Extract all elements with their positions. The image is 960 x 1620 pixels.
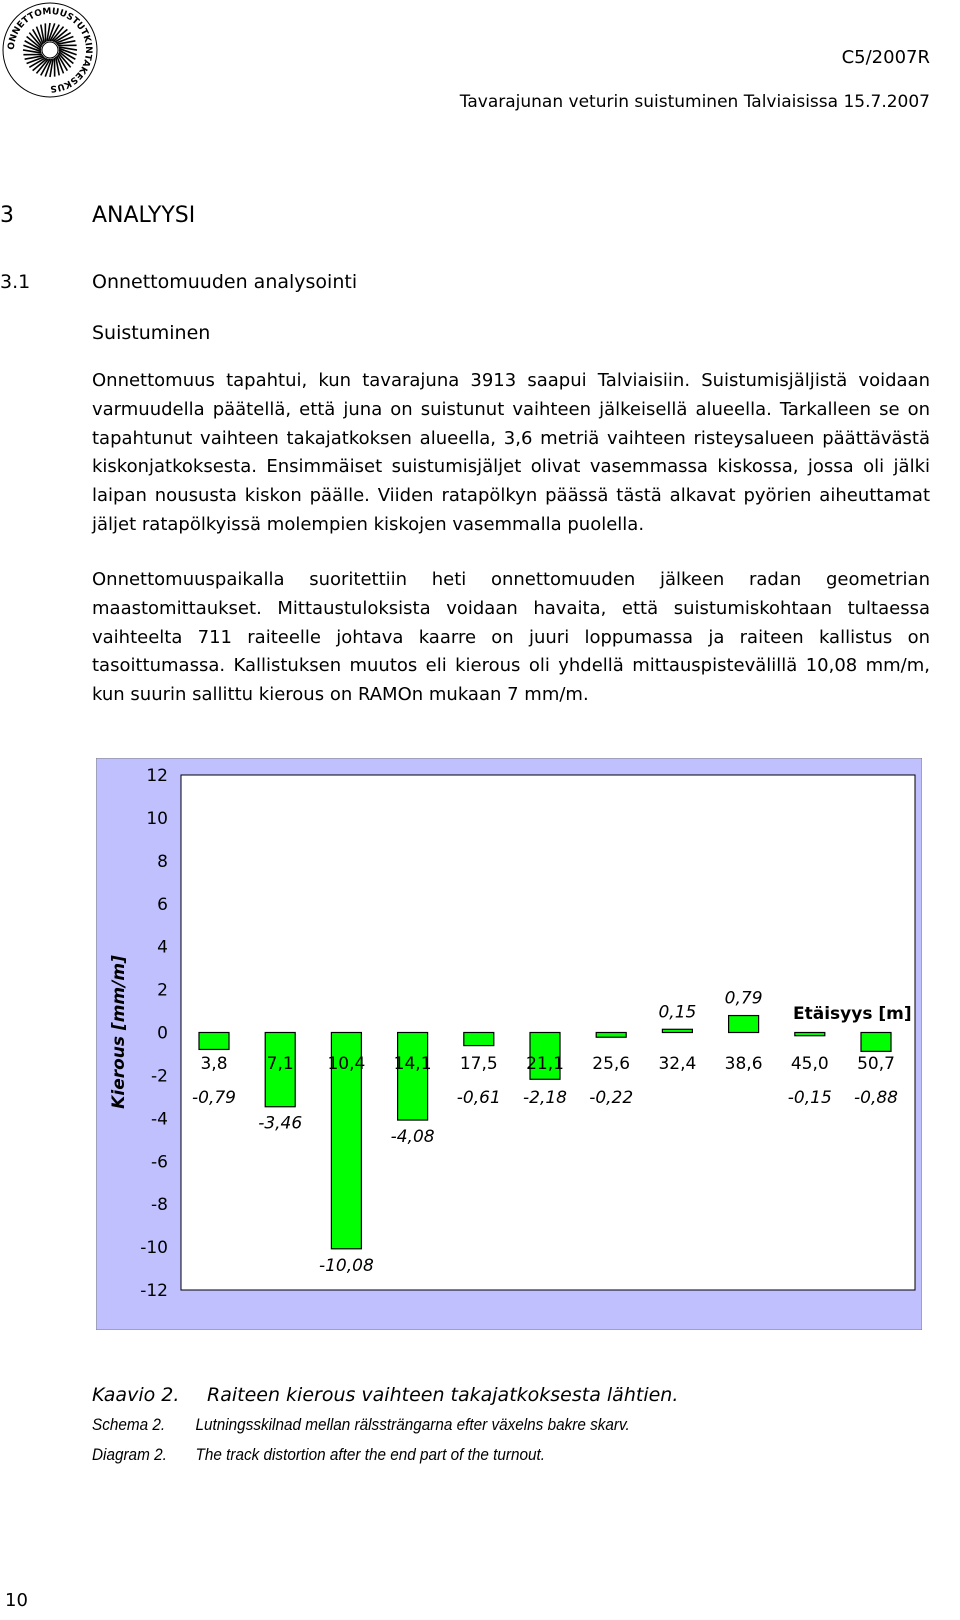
x-category-label: 38,6	[724, 1054, 763, 1074]
subsection-number: 3.1	[0, 271, 31, 293]
section-number: 3	[0, 203, 14, 228]
page-number: 10	[5, 1590, 28, 1611]
data-value-label: -0,15	[787, 1088, 832, 1108]
report-code: C5/2007R	[841, 47, 930, 68]
y-tick-label: 6	[157, 894, 168, 915]
caption-fi	[92, 1384, 892, 1406]
data-value-label: -0,88	[854, 1088, 898, 1108]
y-tick-label: -8	[151, 1195, 168, 1216]
y-tick-label: 2	[157, 980, 168, 1001]
y-tick-label: -12	[140, 1281, 168, 1301]
bar	[398, 1033, 428, 1121]
logo-ring-text: ONNETTOMUUSTUTKINTAKESKUS	[6, 6, 94, 94]
logo-seal	[0, 0, 100, 100]
data-value-label: -3,46	[258, 1113, 303, 1134]
data-value-label: -10,08	[318, 1255, 374, 1276]
bar	[464, 1033, 494, 1046]
y-tick-label: 10	[146, 808, 168, 829]
x-category-label: 10,4	[327, 1054, 366, 1074]
chart-svg	[96, 758, 922, 1330]
x-category-label: 17,5	[459, 1054, 498, 1074]
section-heading	[0, 203, 195, 228]
x-category-label: 3,8	[200, 1054, 228, 1074]
caption-label: Kaavio 2.	[92, 1384, 180, 1406]
x-category-label: 50,7	[857, 1054, 895, 1074]
y-tick-label: -2	[151, 1066, 168, 1087]
data-value-label: -2,18	[523, 1088, 567, 1108]
subsection-heading	[0, 271, 357, 293]
x-category-label: 25,6	[592, 1054, 631, 1074]
caption-text: Raiteen kierous vaihteen takajatkoksesta lähtien.	[207, 1384, 679, 1406]
caption-sv	[92, 1415, 812, 1435]
y-tick-label: -10	[140, 1238, 168, 1259]
bar	[662, 1029, 692, 1032]
x-category-label: 21,1	[526, 1054, 564, 1074]
subheading: Suistuminen	[92, 322, 211, 344]
y-tick-label: -4	[151, 1109, 168, 1130]
paragraph: Onnettomuus tapahtui, kun tavarajuna 3913 saapui Talviaisiin. Suistumisjäljistä voidaan varmuudella päätellä, että juna on suistunut vaihteen jälkeisellä alueella. Tarkalleen se on tapahtunut vaihteen takajatkoksen alueella, 3,6 metriä vaihteen risteysalueen päättävästä kiskonjatkoksesta. Ensimmäiset suistumisjäljet olivat vasemmassa kiskossa, jossa oli jälki laipan noususta kiskon päälle. Viiden ratapölkyn päässä tästä alkavat pyörien aiheuttamat jäljet ratapölkyissä molempien kiskojen vasemmalla puolella.	[92, 370, 930, 535]
y-axis-title: Kierous [mm/m]	[109, 955, 129, 1109]
x-category-label: 32,4	[658, 1054, 697, 1074]
data-value-label: -0,61	[456, 1088, 501, 1108]
x-axis-title: Etäisyys [m]	[793, 1004, 912, 1024]
bar	[795, 1033, 825, 1036]
y-tick-label: 0	[157, 1023, 168, 1044]
bar	[596, 1033, 626, 1038]
caption-label: Schema 2.	[92, 1415, 166, 1434]
y-tick-label: 4	[157, 937, 168, 958]
bar	[199, 1033, 229, 1050]
y-tick-label: 8	[157, 851, 168, 872]
x-category-label: 14,1	[393, 1054, 432, 1074]
report-title: Tavarajunan veturin suistuminen Talviaisissa 15.7.2007	[459, 92, 930, 112]
caption-text: Lutningsskilnad mellan rälssträngarna efter växelns bakre skarv.	[195, 1415, 630, 1434]
agency-logo	[0, 0, 100, 100]
caption-label: Diagram 2.	[92, 1445, 167, 1464]
bar	[861, 1033, 891, 1052]
section-title: ANALYYSI	[92, 203, 196, 228]
y-tick-label: 12	[146, 766, 168, 786]
twist-chart	[96, 758, 922, 1334]
subsection-title: Onnettomuuden analysointi	[92, 271, 358, 293]
y-tick-label: -6	[151, 1152, 168, 1173]
bar	[729, 1016, 759, 1033]
caption-text: The track distortion after the end part of the turnout.	[195, 1445, 546, 1464]
data-value-label: -4,08	[390, 1127, 435, 1148]
data-value-label: 0,15	[658, 1002, 697, 1023]
data-value-label: -0,79	[192, 1088, 236, 1108]
paragraph: Onnettomuuspaikalla suoritettiin heti onnettomuuden jälkeen radan geometrian maastomittaukset. Mittaustuloksista voidaan havaita, että suistumiskohtaan tultaessa vaihteelta 711 raiteelle johtava kaarre on juuri loppumassa ja raiteen kallistus on tasoittumassa. Kallistuksen muutos eli kierous oli yhdellä mittauspistevälillä 10,08 mm/m, kun suurin sallittu kierous on RAMOn mukaan 7 mm/m.	[92, 569, 930, 706]
x-category-label: 7,1	[266, 1054, 294, 1074]
caption-en	[92, 1445, 812, 1465]
data-value-label: -0,22	[589, 1088, 634, 1108]
x-category-label: 45,0	[790, 1054, 829, 1074]
data-value-label: 0,79	[724, 988, 763, 1009]
